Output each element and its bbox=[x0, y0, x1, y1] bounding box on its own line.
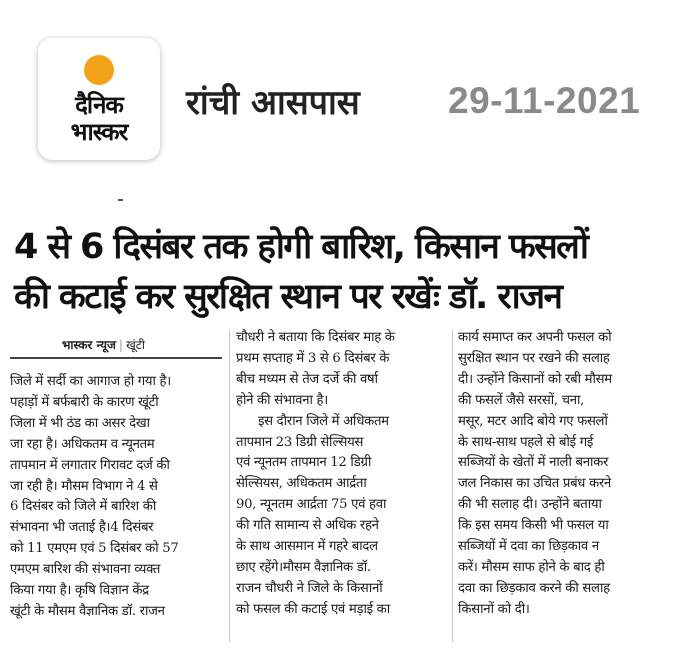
headline-line-1: 4 से 6 दिसंबर तक होगी बारिश, किसान फसलों bbox=[14, 227, 588, 267]
byline-place: खूंटी bbox=[125, 338, 145, 352]
article-text-line: होने की संभावना है। bbox=[236, 392, 328, 408]
article-text-line: तापमान 23 डिग्री सेल्सियस bbox=[236, 434, 364, 450]
byline-rule bbox=[10, 357, 222, 359]
article-column-1 bbox=[10, 372, 222, 623]
article-text-line: की भी सलाह दी। उन्होंने बताया bbox=[458, 497, 602, 513]
article-text-line: खूंटी के मौसम वैज्ञानिक डॉ. राजन bbox=[10, 603, 165, 619]
article-text-line: पहाड़ों में बर्फबारी के कारण खूंटी bbox=[10, 394, 159, 410]
article-text-line: प्रथम सप्ताह में 3 से 6 दिसंबर के bbox=[236, 350, 390, 366]
dainik-bhaskar-logo bbox=[38, 38, 160, 160]
article-text-line: जल निकास का उचित प्रबंध करने bbox=[458, 476, 611, 492]
article-text-line: जा रहा है। अधिकतम व न्यूनतम bbox=[10, 436, 155, 452]
article-text-line: चौधरी ने बताया कि दिसंबर माह के bbox=[236, 330, 395, 345]
headline-line-2: की कटाई कर सुरक्षित स्थान पर रखेंः डॉ. राजन bbox=[14, 277, 562, 317]
article-text-line: की गति सामान्य से अधिक रहने bbox=[236, 518, 379, 534]
article-text-line: सुरक्षित स्थान पर रखने की सलाह bbox=[458, 350, 610, 366]
article-text-line: जिले में सर्दी का आगाज हो गया है। bbox=[10, 374, 171, 389]
article-text-line: की फसलें जैसे सरसों, चना, bbox=[458, 392, 585, 408]
byline-source: भास्कर न्यूज bbox=[62, 338, 116, 352]
sun-logo-icon bbox=[84, 55, 114, 85]
article-text-line: बीच मध्यम से तेज दर्जे की वर्षा bbox=[236, 371, 378, 387]
article-text-line: करें। मौसम साफ होने के बाद ही bbox=[458, 559, 605, 575]
article-text-line: संभावना भी जताई है।4 दिसंबर bbox=[10, 520, 154, 536]
logo-word-bhaskar: भास्कर bbox=[70, 118, 128, 146]
article-text-line: इस दौरान जिले में अधिकतम bbox=[258, 413, 389, 429]
article-text-line: कि इस समय किसी भी फसल या bbox=[458, 518, 609, 534]
article-text-line: राजन चौधरी ने जिले के किसानों bbox=[236, 580, 383, 596]
article-text-line: एमएम बारिश की संभावना व्यक्त bbox=[10, 562, 161, 578]
article-text-line: 90, न्यूनतम आर्द्रता 75 एवं हवा bbox=[236, 497, 387, 513]
byline bbox=[62, 336, 145, 353]
article-column-2 bbox=[236, 328, 446, 621]
article-text-line: दी। उन्होंने किसानों को रबी मौसम bbox=[458, 371, 612, 387]
article-text-line: सब्जियों के खेतों में नाली बनाकर bbox=[458, 455, 609, 471]
article-text-line: को 11 एमएम एवं 5 दिसंबर को 57 bbox=[10, 541, 179, 557]
article-text-line: किसानों को दी। bbox=[458, 601, 530, 617]
article-column-3 bbox=[458, 328, 668, 621]
column-divider bbox=[229, 330, 230, 642]
article-text-line: कार्य समाप्त कर अपनी फसल को bbox=[458, 330, 612, 345]
logo-word-dainik: दैनिक bbox=[75, 91, 123, 119]
column-divider bbox=[452, 330, 453, 642]
byline-separator: | bbox=[118, 338, 123, 352]
article-text-line: एवं न्यूनतम तापमान 12 डिग्री bbox=[236, 455, 372, 471]
article-text-line: को फसल की कटाई एवं मड़ाई का bbox=[236, 601, 390, 617]
article-text-line: सब्जियों में दवा का छिड़काव न bbox=[458, 539, 599, 555]
print-mark bbox=[118, 199, 123, 201]
article-text-line: जिला में भी ठंड का असर देखा bbox=[10, 415, 150, 431]
article-text-line: सेल्सियस, अधिकतम आर्द्रता bbox=[236, 476, 367, 492]
article-text-line: मसूर, मटर आदि बोये गए फसलों bbox=[458, 413, 608, 429]
article-text-line: तापमान में लगातार गिरावट दर्ज की bbox=[10, 457, 170, 473]
article-headline bbox=[14, 222, 684, 322]
article-text-line: किया गया है। कृषि विज्ञान केंद्र bbox=[10, 583, 149, 599]
article-text-line: के साथ-साथ पहले से बोई गई bbox=[458, 434, 594, 450]
article-text-line: 6 दिसंबर को जिले में बारिश की bbox=[10, 499, 156, 515]
article-text-line: छाए रहेंगे।मौसम वैज्ञानिक डॉ. bbox=[236, 559, 371, 575]
article-text-line: जा रही है। मौसम विभाग ने 4 से bbox=[10, 478, 158, 494]
article-text-line: के साथ आसमान में गहरे बादल bbox=[236, 539, 378, 555]
publication-date: 29-11-2021 bbox=[448, 80, 641, 121]
article-text-line: दवा का छिड़काव करने की सलाह bbox=[458, 580, 610, 596]
section-title: रांची आसपास bbox=[186, 83, 360, 123]
